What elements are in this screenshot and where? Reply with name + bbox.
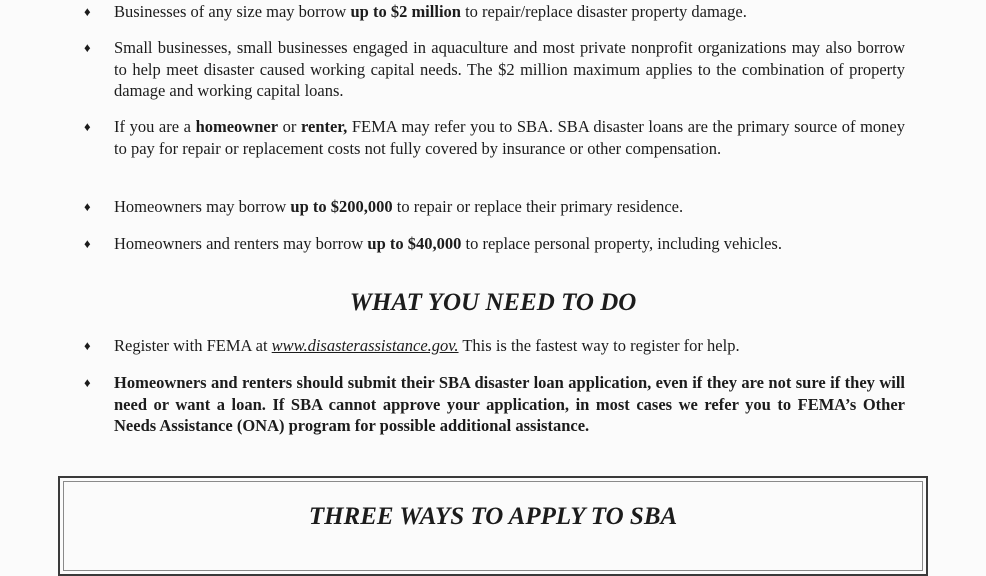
bold-amount: up to $40,000 [367, 234, 462, 253]
text-span: to repair or replace their primary residence. [392, 197, 684, 216]
bold-amount: up to $2 million [350, 2, 461, 21]
bullet-diamond-icon: ♦ [84, 119, 91, 134]
disasterassistance-link[interactable]: www.disasterassistance.gov. [271, 336, 459, 355]
bold-amount: up to $200,000 [290, 197, 393, 216]
text-span: Small businesses, small businesses engaged in aquaculture and most private nonprofit organizations may also borrow to help meet disaster caused working capital needs. The $2 million maximum applies to the combination of property damage and working capital loans. [114, 38, 905, 100]
box-heading-three-ways-to-apply: THREE WAYS TO APPLY TO SBA [308, 503, 678, 530]
bullet-diamond-icon: ♦ [84, 199, 91, 214]
bullet-text [114, 116, 905, 159]
section-heading-what-you-need-to-do: WHAT YOU NEED TO DO [349, 289, 637, 316]
text-span: Homeowners and renters may borrow [114, 234, 368, 253]
text-span: to repair/replace disaster property damage. [460, 2, 747, 21]
bullet-text [114, 233, 905, 255]
bullet-diamond-icon: ♦ [84, 4, 91, 19]
text-span: or [278, 117, 301, 136]
text-span: This is the fastest way to register for help. [458, 336, 740, 355]
bullet-diamond-icon: ♦ [84, 40, 91, 55]
bullet-diamond-icon: ♦ [84, 375, 91, 390]
text-span: Register with FEMA at [114, 336, 272, 355]
bullet-diamond-icon: ♦ [84, 338, 91, 353]
bullet-text [114, 196, 905, 218]
bullet-text: Homeowners and renters should submit their SBA disaster loan application, even if they are not sure if they will need or want a loan. If SBA cannot approve your application, in most cases we refer you to FEMA’s Other Needs Assistance (ONA) program for possible additional assistance. [114, 373, 905, 435]
bullet-text [114, 335, 905, 357]
bold-term: renter, [300, 117, 348, 136]
bullet-diamond-icon: ♦ [84, 236, 91, 251]
text-span: Homeowners may borrow [114, 197, 291, 216]
bold-term: homeowner [195, 117, 279, 136]
bullet-text [114, 1, 905, 23]
bullet-text [114, 37, 905, 102]
text-span: to replace personal property, including vehicles. [461, 234, 782, 253]
text-span: FEMA may refer you to SBA. SBA disaster loans are the primary source of money to pay for repair or replacement costs not fully covered by insurance or other compensation. [114, 117, 905, 158]
text-span: Businesses of any size may borrow [114, 2, 351, 21]
text-span: If you are a [114, 117, 196, 136]
